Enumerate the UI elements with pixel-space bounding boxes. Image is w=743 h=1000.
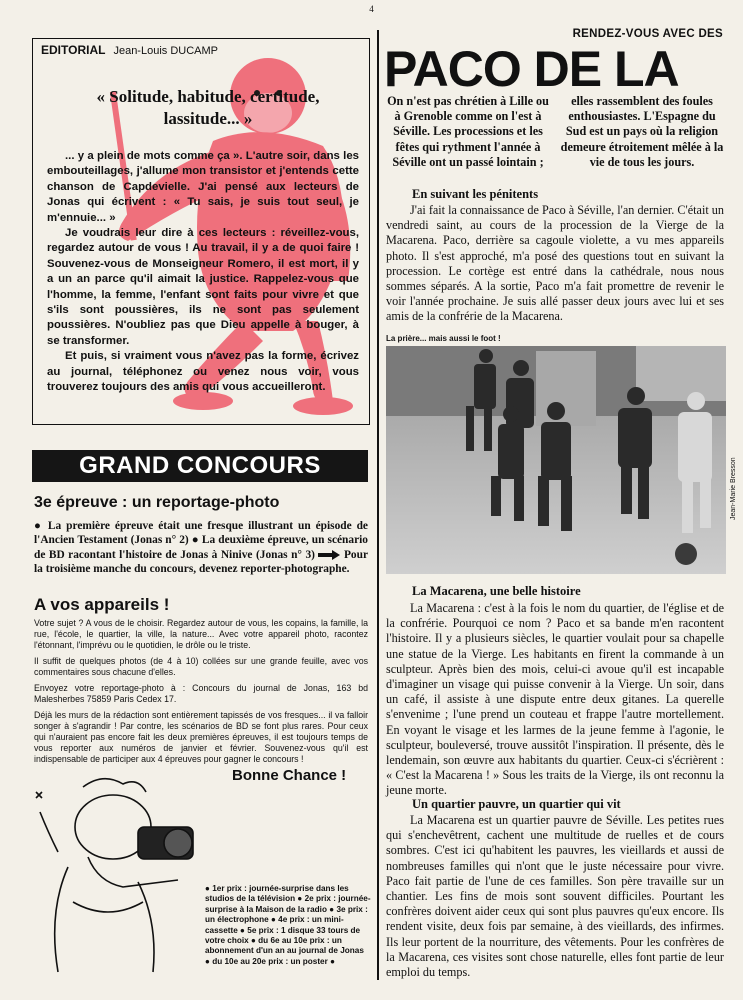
editorial-paragraph: Je voudrais leur dire à ces lecteurs : réveillez-vous, regardez autour de vous ! Au travail, il y a de quoi faire ! Souvenez-vous de Monseigneur Romero, il est mort, il y a un an parce qu'il aimait la justice. Rappelez-vous que l'homme, la femme, l'enfant sont faits pour vivre et que s'ils sont poussières, ils ne sont pas seulement poussières. N'oubliez pas que Dieu appelle à bouger, à se transformer. — [47, 227, 359, 347]
editorial-paragraph: ... y a plein de mots comme ça ». L'autre soir, dans les embouteillages, j'allume mon transistor et j'entends cette chanson de Capdevielle. J'ai pensé aux lecteurs de Jonas qui écrivent : « Tu sais, je suis tout seul, je m'ennuie... » — [47, 150, 359, 224]
concours-paragraph: Il suffit de quelques photos (de 4 à 10) collées sur une grande feuille, avec vos commentaires sous chacune d'elles. — [34, 656, 368, 677]
article-lead-right: elles rassemblent des foules enthousiastes. L'Espagne du Sud est un pays où la religion demeure étroitement mêlée à la vie de tous les jours. — [560, 94, 724, 169]
article-lead-left: On n'est pas chrétien à Lille ou à Grenoble comme on l'est à Séville. Les processions et les fêtes qui rythment l'année à Séville ont un passé lointain ; — [387, 94, 549, 169]
photographer-illustration — [28, 772, 208, 977]
article-kicker: RENDEZ-VOUS AVEC DES — [572, 28, 723, 40]
page-number: 4 — [369, 4, 374, 14]
concours-banner: GRAND CONCOURS — [32, 450, 368, 482]
editorial-box — [32, 38, 370, 425]
section-paragraph: La Macarena : c'est à la fois le nom du quartier, de l'église et de la confrérie. Pourquoi ce nom ? Paco et sa bande m'en racontent l'histoire. Il y a plusieurs siècles, le quartier voulait pour sa chapelle une statue de la Vierge. Les habitants en firent la commande à un sculpteur. Après bien des mois, celui-ci avoue qu'il est incapable d'imaginer un visage qui puisse convenir à la Vierge. Un soir, dans un café, il assiste à une dispute entre deux gitanes. La querelle s'envenime ; l'une prend un couteau et frappe l'autre mortellement. En voyant le visage et les larmes de la jeune femme à l'agonie, le sculpteur, bouleversé, trouve aussitôt l'inspiration. Il présente, dès le lendemain, son œuvre aux habitants du quartier. Ceux-ci s'écrièrent : « C'est la Macarena ! » Sous les traits de la Vierge, ils ont reconnu la jeune morte. — [386, 601, 724, 798]
section-paragraph: J'ai fait la connaissance de Paco à Séville, l'an dernier. C'était un vendredi saint, au cours de la procession de la Vierge de la Macarena. Paco, derrière sa cagoule violette, a vu mes appareils photo. Il s'est approché, m'a posé des questions tout en suivant la procession. Le cortège est entré dans la cathédrale, nous nous sommes séparés. A la sortie, Paco m'a fait promettre de revenir le voir l'année prochaine. Je suis allé passer deux jours avec lui et ses amis de la confrérie de la Macarena. — [386, 203, 724, 324]
concours-intro-call: Pour la troisième manche du concours, devenez reporter-photographe. — [34, 548, 368, 576]
section-body — [386, 813, 724, 980]
section-body — [386, 203, 724, 325]
article-title: PACO DE LA — [384, 41, 679, 97]
appareils-title: A vos appareils ! — [34, 595, 170, 614]
section-title: En suivant les pénitents — [412, 187, 539, 201]
section-body — [386, 601, 724, 799]
concours-body — [34, 618, 368, 770]
section-title: La Macarena, une belle histoire — [412, 584, 581, 598]
editorial-paragraph: Et puis, si vraiment vous n'avez pas la forme, écrivez au journal, téléphonez ou venez nous voir, vous trouverez toujours des amis qui vous accueilleront. — [47, 350, 359, 394]
bonne-chance: Bonne Chance ! — [232, 767, 347, 784]
column-divider — [377, 30, 379, 980]
editorial-label: EDITORIAL — [41, 43, 106, 57]
boys-football-photo — [386, 346, 726, 574]
concours-paragraph: Déjà les murs de la rédaction sont entièrement tapissés de vos fresques... il va falloir songer à s'agrandir ! Par contre, les scénarios de BD se font plus rares. Pour ceux qui n'auraient pas encore fait les deux premières épreuves, il est toujours temps de vous reporter aux numéros de janvier et février. Souvenez-vous qu'il est indispensable de participer aux 4 épreuves pour gagner le concours ! — [34, 710, 368, 764]
photo-credit: Jean-Marie Bresson — [730, 457, 737, 520]
editorial-author: Jean-Louis DUCAMP — [113, 45, 218, 57]
editorial-quote: « Solitude, habitude, certitude, lassitude... » — [96, 87, 320, 128]
section-title: Un quartier pauvre, un quartier qui vit — [412, 797, 621, 811]
concours-paragraph: Envoyez votre reportage-photo à : Concours du journal de Jonas, 163 bd Malesherbes 75859 Paris Cedex 17. — [34, 683, 368, 704]
photo-caption: La prière... mais aussi le foot ! — [386, 334, 501, 343]
arrow-right-icon — [318, 550, 340, 560]
editorial-body — [47, 149, 359, 396]
concours-paragraph: Votre sujet ? A vous de le choisir. Regardez autour de vous, les copains, la famille, la rue, l'école, le quartier, la ville, la nature... Avec votre appareil photo, racontez l'étonnant, l'imprévu ou le quotidien, le drôle ou le triste. — [34, 618, 368, 650]
concours-intro-text: ● La première épreuve était une fresque illustrant un épisode de l'Ancien Testament (Jonas n° 2) ● La deuxième épreuve, un scénario de BD racontant l'histoire de Jonas à Ninive (Jonas n° 3) — [34, 520, 368, 561]
concours-intro — [34, 519, 368, 577]
epreuve-title: 3e épreuve : un reportage-photo — [34, 494, 280, 511]
editorial-header — [41, 43, 218, 57]
section-paragraph: La Macarena est un quartier pauvre de Séville. Les petites rues qui s'enchevêtrent, cachent une multitude de ruelles et de cours sombres. C'est ici qu'habitent les pauvres, les vieillards et aussi de nombreuses familles qui n'ont que le juste nécessaire pour vivre. Paco fait partie de l'une de ces familles. Son père travaille sur un chantier. Les fins de mois sont souvent difficiles. Pourtant les confrères doivent aider ceux qui sont plus pauvres qu'eux encore. Ils rendent visite, deux fois par semaine, à des vieillards, des infirmes. Ils leur portent de la nourriture, des vêtements. Pour les confrères de la Macarena, ces visites sont chose naturelle, elles font partie de leur emploi du temps. — [386, 813, 724, 980]
prizes-list: ● 1er prix : journée-surprise dans les studios de la télévision ● 2e prix : journée-surprise à la Maison de la radio ● 3e prix : un électrophone ● 4e prix : un mini-cassette ● 5e prix : 1 disque 33 tours de votre choix ● du 6e au 10e prix : un abonnement d'un an au journal de Jonas ● du 10e au 20e prix : un poster ● — [205, 884, 371, 966]
